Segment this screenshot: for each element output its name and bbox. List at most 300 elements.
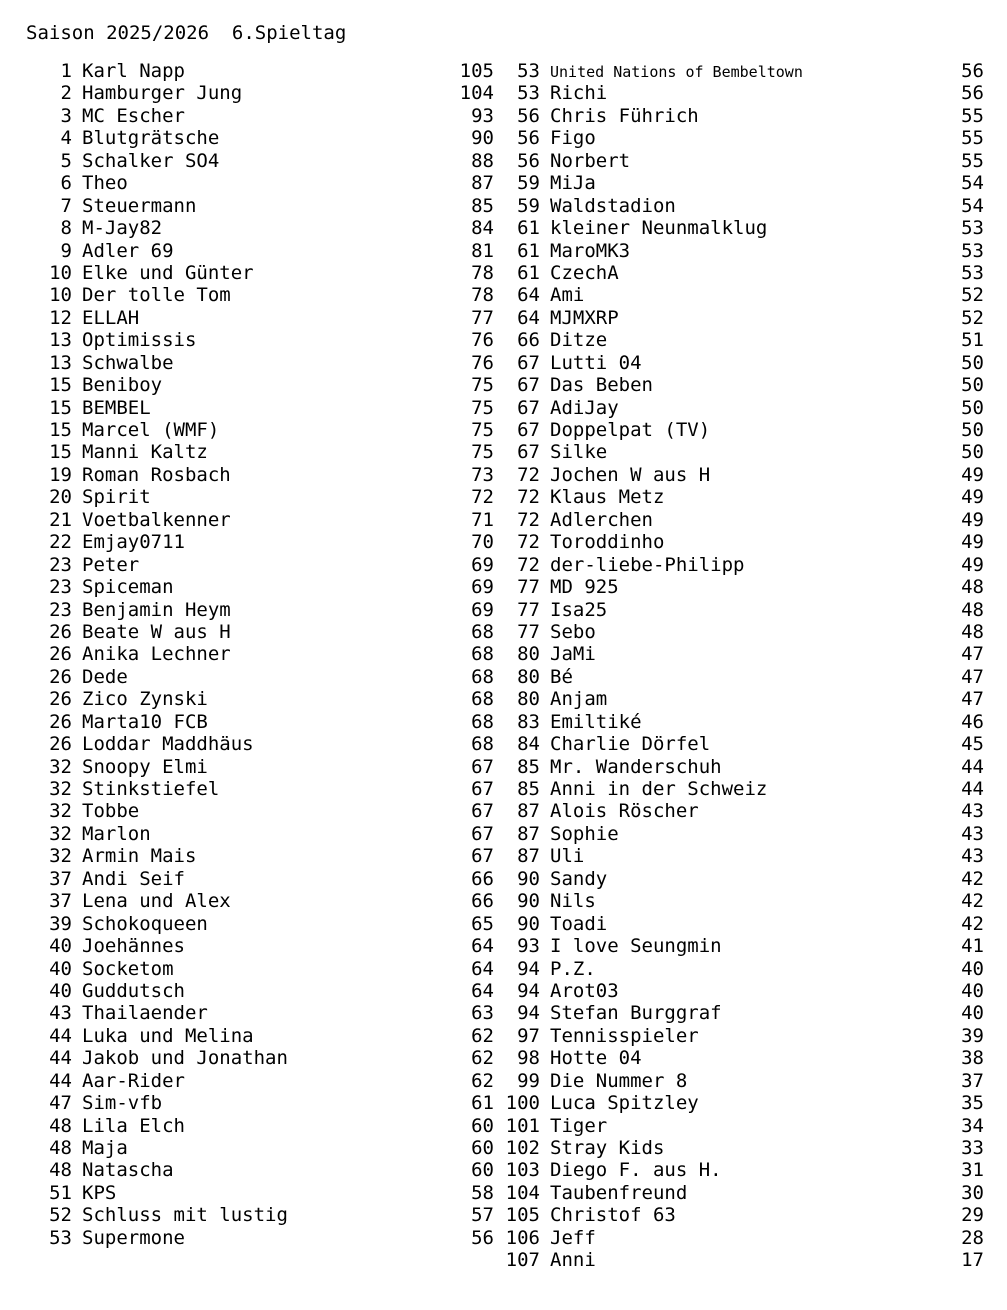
player-name: Die Nummer 8 [550, 1069, 688, 1092]
player-name: Stinkstiefel [82, 778, 220, 800]
player-name: Beate W aus H [82, 620, 231, 643]
player-name: Zico Zynski [82, 688, 208, 711]
points-value: 78 [471, 261, 494, 284]
player-name: Guddutsch [82, 979, 185, 1002]
player-name: ELLAH [82, 306, 140, 329]
player-name: Manni Kaltz [82, 441, 208, 464]
rank-value: 85 [517, 778, 540, 800]
player-name: Ditze [550, 329, 608, 352]
rank-value: 94 [517, 979, 540, 1002]
player-name: Schalker SO4 [82, 149, 220, 172]
rank-value: 2 [60, 82, 72, 105]
table-row [26, 172, 494, 194]
table-row [494, 666, 984, 688]
rank-value: 20 [49, 486, 72, 509]
rank-value: 102 [505, 1137, 540, 1159]
points-value: 68 [471, 688, 494, 711]
points-value: 62 [471, 1047, 494, 1070]
player-name: Anjam [550, 688, 608, 711]
table-row [26, 60, 494, 82]
table-row [494, 733, 984, 755]
player-name: Jakob und Jonathan [82, 1047, 288, 1070]
player-name: MaroMK3 [550, 239, 631, 262]
player-name: Das Beben [550, 374, 653, 397]
rank-value: 98 [517, 1047, 540, 1070]
points-value: 50 [961, 374, 984, 397]
points-value: 41 [961, 935, 984, 958]
player-name: Tennisspieler [550, 1024, 699, 1047]
rank-value: 15 [49, 396, 72, 419]
table-row [26, 733, 494, 755]
player-name: Uli [550, 845, 585, 868]
player-name: MD 925 [550, 576, 619, 599]
rank-value: 32 [49, 800, 72, 823]
table-row [26, 284, 494, 306]
table-row [26, 531, 494, 553]
points-value: 50 [961, 441, 984, 464]
rank-value: 80 [517, 688, 540, 711]
table-row [26, 1159, 494, 1181]
player-name: Spirit [82, 486, 151, 509]
table-row [494, 1115, 984, 1137]
rank-value: 48 [49, 1114, 72, 1137]
player-name: der-liebe-Philipp [550, 553, 745, 576]
table-row [26, 890, 494, 912]
player-name: Dede [82, 665, 128, 688]
player-name: Hotte 04 [550, 1047, 642, 1070]
player-name: Schluss mit lustig [82, 1204, 288, 1227]
points-value: 55 [961, 127, 984, 150]
player-name: Andi Seif [82, 867, 185, 890]
player-name: Jeff [550, 1226, 596, 1249]
points-value: 64 [471, 979, 494, 1002]
player-name: Marcel (WMF) [82, 419, 220, 441]
points-value: 67 [471, 822, 494, 845]
player-name: United Nations of Bembeltown [550, 63, 803, 81]
table-row [494, 1227, 984, 1249]
table-row [494, 845, 984, 867]
table-row [26, 1047, 494, 1069]
table-row [26, 778, 494, 800]
player-name: Sebo [550, 620, 596, 643]
table-row [494, 800, 984, 822]
table-row [494, 509, 984, 531]
table-row [26, 1002, 494, 1024]
rank-value: 67 [517, 441, 540, 464]
points-value: 53 [961, 217, 984, 240]
standings-column-right [494, 60, 984, 1294]
player-name: Isa25 [550, 598, 608, 621]
rank-value: 66 [517, 329, 540, 352]
points-value: 46 [961, 710, 984, 733]
points-value: 67 [471, 755, 494, 778]
rank-value: 7 [60, 194, 72, 217]
points-value: 68 [471, 620, 494, 643]
player-name: Charlie Dörfel [550, 733, 711, 756]
rank-value: 40 [49, 957, 72, 980]
table-row [26, 441, 494, 463]
table-row [494, 441, 984, 463]
player-name: Lena und Alex [82, 890, 231, 913]
points-value: 29 [961, 1204, 984, 1227]
player-name: Aar-Rider [82, 1069, 185, 1092]
points-value: 40 [961, 957, 984, 980]
player-name: Toadi [550, 912, 608, 935]
points-value: 33 [961, 1137, 984, 1159]
rank-value: 67 [517, 374, 540, 397]
player-name: Norbert [550, 149, 631, 172]
rank-value: 40 [49, 935, 72, 958]
player-name: BEMBEL [82, 396, 151, 419]
table-row [494, 172, 984, 194]
points-value: 72 [471, 486, 494, 509]
points-value: 70 [471, 531, 494, 554]
table-row [26, 127, 494, 149]
points-value: 93 [471, 104, 494, 127]
rank-value: 44 [49, 1024, 72, 1047]
points-value: 88 [471, 149, 494, 172]
rank-value: 47 [49, 1092, 72, 1115]
table-row [494, 419, 984, 441]
points-value: 84 [471, 217, 494, 240]
table-row [26, 374, 494, 396]
points-value: 50 [961, 396, 984, 419]
points-value: 64 [471, 957, 494, 980]
rank-value: 72 [517, 463, 540, 486]
table-row [494, 217, 984, 239]
rank-value: 32 [49, 778, 72, 800]
rank-value: 32 [49, 822, 72, 845]
points-value: 68 [471, 643, 494, 666]
points-value: 42 [961, 890, 984, 913]
rank-value: 37 [49, 890, 72, 913]
points-value: 75 [471, 419, 494, 441]
points-value: 105 [459, 60, 494, 82]
rank-value: 15 [49, 419, 72, 441]
points-value: 104 [459, 82, 494, 105]
rank-value: 64 [517, 306, 540, 329]
standings-column-left [26, 60, 494, 1249]
table-row [26, 868, 494, 890]
points-value: 34 [961, 1114, 984, 1137]
table-row [494, 240, 984, 262]
points-value: 69 [471, 553, 494, 576]
points-value: 63 [471, 1002, 494, 1025]
table-row [26, 1227, 494, 1249]
rank-value: 10 [49, 284, 72, 307]
table-row [494, 868, 984, 890]
points-value: 62 [471, 1024, 494, 1047]
rank-value: 6 [60, 172, 72, 195]
player-name: MC Escher [82, 104, 185, 127]
player-name: P.Z. [550, 957, 596, 980]
rank-value: 3 [60, 104, 72, 127]
rank-value: 101 [505, 1114, 540, 1137]
points-value: 66 [471, 890, 494, 913]
player-name: I love Seungmin [550, 935, 722, 958]
points-value: 56 [471, 1226, 494, 1249]
table-row [26, 1204, 494, 1226]
points-value: 51 [961, 329, 984, 352]
rank-value: 12 [49, 306, 72, 329]
player-name: Arot03 [550, 979, 619, 1002]
table-row [494, 1249, 984, 1271]
table-row [26, 217, 494, 239]
player-name: Adler 69 [82, 239, 174, 262]
player-name: Marlon [82, 822, 151, 845]
table-row [494, 935, 984, 957]
table-row [494, 958, 984, 980]
table-row [26, 486, 494, 508]
player-name: Stefan Burggraf [550, 1002, 722, 1025]
points-value: 37 [961, 1069, 984, 1092]
player-name: Optimissis [82, 329, 197, 352]
table-row [494, 195, 984, 217]
player-name: CzechA [550, 261, 619, 284]
player-name: Joehännes [82, 935, 185, 958]
rank-value: 85 [517, 755, 540, 778]
player-name: Sim-vfb [82, 1092, 163, 1115]
rank-value: 84 [517, 733, 540, 756]
rank-value: 32 [49, 755, 72, 778]
points-value: 87 [471, 172, 494, 195]
points-value: 76 [471, 329, 494, 352]
player-name: MJMXRP [550, 306, 619, 329]
rank-value: 8 [60, 217, 72, 240]
player-name: Doppelpat (TV) [550, 419, 711, 441]
player-name: Sophie [550, 822, 619, 845]
player-name: Tobbe [82, 800, 140, 823]
table-row [494, 1070, 984, 1092]
rank-value: 9 [60, 239, 72, 262]
rank-value: 44 [49, 1047, 72, 1070]
player-name: Anika Lechner [82, 643, 231, 666]
points-value: 75 [471, 441, 494, 464]
table-row [26, 1137, 494, 1159]
table-row [26, 823, 494, 845]
rank-value: 5 [60, 149, 72, 172]
points-value: 67 [471, 845, 494, 868]
rank-value: 26 [49, 620, 72, 643]
table-row [26, 1182, 494, 1204]
points-value: 78 [471, 284, 494, 307]
table-row [494, 599, 984, 621]
table-row [494, 1204, 984, 1226]
rank-value: 23 [49, 553, 72, 576]
rank-value: 15 [49, 441, 72, 464]
rank-value: 72 [517, 553, 540, 576]
rank-value: 52 [49, 1204, 72, 1227]
rank-value: 67 [517, 351, 540, 374]
points-value: 52 [961, 284, 984, 307]
points-value: 81 [471, 239, 494, 262]
rank-value: 53 [517, 82, 540, 105]
player-name: JaMi [550, 643, 596, 666]
points-value: 47 [961, 688, 984, 711]
player-name: Figo [550, 127, 596, 150]
table-row [494, 307, 984, 329]
rank-value: 61 [517, 261, 540, 284]
points-value: 47 [961, 665, 984, 688]
rank-value: 77 [517, 576, 540, 599]
table-row [26, 1025, 494, 1047]
rank-value: 26 [49, 733, 72, 756]
points-value: 53 [961, 239, 984, 262]
rank-value: 100 [505, 1092, 540, 1115]
table-row [26, 711, 494, 733]
points-value: 50 [961, 419, 984, 441]
points-value: 60 [471, 1159, 494, 1182]
rank-value: 87 [517, 845, 540, 868]
rank-value: 67 [517, 419, 540, 441]
table-row [26, 756, 494, 778]
points-value: 49 [961, 553, 984, 576]
rank-value: 53 [517, 60, 540, 82]
player-name: Thailaender [82, 1002, 208, 1025]
rank-value: 15 [49, 374, 72, 397]
points-value: 28 [961, 1226, 984, 1249]
page-title: Saison 2025/2026 6.Spieltag [26, 22, 347, 44]
player-name: Hamburger Jung [82, 82, 243, 105]
table-row [26, 845, 494, 867]
rank-value: 53 [49, 1226, 72, 1249]
points-value: 56 [961, 82, 984, 105]
rank-value: 106 [505, 1226, 540, 1249]
table-row [26, 329, 494, 351]
rank-value: 77 [517, 598, 540, 621]
rank-value: 56 [517, 149, 540, 172]
rank-value: 21 [49, 508, 72, 531]
rank-value: 99 [517, 1069, 540, 1092]
table-row [26, 82, 494, 104]
rank-value: 72 [517, 486, 540, 509]
rank-value: 4 [60, 127, 72, 150]
table-row [494, 1137, 984, 1159]
points-value: 38 [961, 1047, 984, 1070]
table-row [494, 397, 984, 419]
rank-value: 26 [49, 665, 72, 688]
rank-value: 77 [517, 620, 540, 643]
table-row [26, 307, 494, 329]
rank-value: 1 [60, 60, 72, 82]
table-row [494, 352, 984, 374]
table-row [26, 958, 494, 980]
table-row [26, 666, 494, 688]
points-value: 68 [471, 733, 494, 756]
points-value: 85 [471, 194, 494, 217]
rank-value: 107 [505, 1249, 540, 1272]
points-value: 50 [961, 351, 984, 374]
rank-value: 87 [517, 800, 540, 823]
points-value: 47 [961, 643, 984, 666]
points-value: 56 [961, 60, 984, 82]
player-name: Natascha [82, 1159, 174, 1182]
points-value: 71 [471, 508, 494, 531]
player-name: Marta10 FCB [82, 710, 208, 733]
rank-value: 26 [49, 688, 72, 711]
player-name: Luca Spitzley [550, 1092, 699, 1115]
table-row [26, 980, 494, 1002]
table-row [494, 329, 984, 351]
points-value: 31 [961, 1159, 984, 1182]
points-value: 76 [471, 351, 494, 374]
points-value: 30 [961, 1181, 984, 1204]
standings-columns [26, 60, 989, 1294]
rank-value: 67 [517, 396, 540, 419]
points-value: 40 [961, 979, 984, 1002]
table-row [26, 599, 494, 621]
table-row [494, 105, 984, 127]
table-row [494, 1047, 984, 1069]
player-name: Maja [82, 1137, 128, 1159]
points-value: 61 [471, 1092, 494, 1115]
player-name: AdiJay [550, 396, 619, 419]
table-row [494, 464, 984, 486]
player-name: MiJa [550, 172, 596, 195]
points-value: 60 [471, 1114, 494, 1137]
player-name: Tiger [550, 1114, 608, 1137]
player-name: Anni [550, 1249, 596, 1272]
table-row [494, 1002, 984, 1024]
points-value: 45 [961, 733, 984, 756]
rank-value: 56 [517, 127, 540, 150]
player-name: M-Jay82 [82, 217, 163, 240]
rank-value: 13 [49, 351, 72, 374]
table-row [494, 486, 984, 508]
rank-value: 48 [49, 1159, 72, 1182]
player-name: Mr. Wanderschuh [550, 755, 722, 778]
player-name: Snoopy Elmi [82, 755, 208, 778]
player-name: Lila Elch [82, 1114, 185, 1137]
rank-value: 32 [49, 845, 72, 868]
table-row [494, 374, 984, 396]
table-row [26, 643, 494, 665]
points-value: 52 [961, 306, 984, 329]
rank-value: 44 [49, 1069, 72, 1092]
points-value: 49 [961, 508, 984, 531]
table-row [494, 643, 984, 665]
table-row [26, 397, 494, 419]
rank-value: 83 [517, 710, 540, 733]
player-name: Klaus Metz [550, 486, 665, 509]
rank-value: 23 [49, 598, 72, 621]
rank-value: 19 [49, 463, 72, 486]
player-name: kleiner Neunmalklug [550, 217, 768, 240]
rank-value: 72 [517, 531, 540, 554]
player-name: Peter [82, 553, 140, 576]
rank-value: 59 [517, 194, 540, 217]
table-row [26, 464, 494, 486]
table-row [494, 1272, 984, 1294]
table-row [26, 1092, 494, 1114]
rank-value: 59 [517, 172, 540, 195]
table-row [494, 150, 984, 172]
rank-value: 26 [49, 643, 72, 666]
table-row [26, 576, 494, 598]
player-name: Sandy [550, 867, 608, 890]
rank-value: 80 [517, 665, 540, 688]
table-row [26, 935, 494, 957]
points-value: 54 [961, 172, 984, 195]
player-name: Anni in der Schweiz [550, 778, 768, 800]
player-name: Chris Führich [550, 104, 699, 127]
table-row [26, 419, 494, 441]
rank-value: 61 [517, 217, 540, 240]
player-name: Silke [550, 441, 608, 464]
table-row [494, 913, 984, 935]
rank-value: 22 [49, 531, 72, 554]
table-row [494, 756, 984, 778]
